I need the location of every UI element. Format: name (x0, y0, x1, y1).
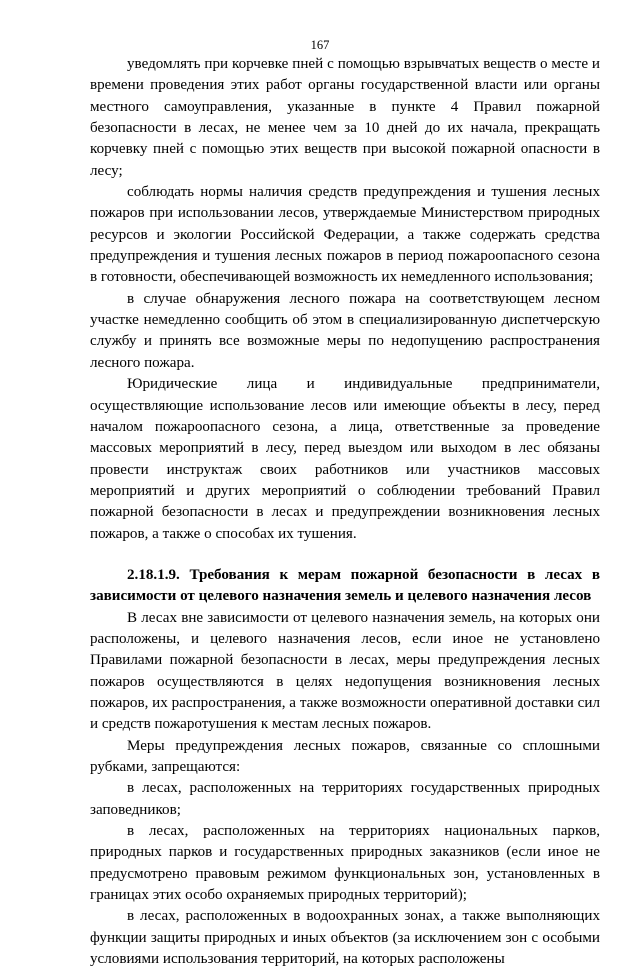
paragraph-briefing-duty: Юридические лица и индивидуальные предприниматели, осуществляющие использование лесов или имеющие объекты в лесу, перед началом пожароопасного сезона, а лица, ответственные за проведение массовых мероприятий в лесу, перед выездом или выходом в лес обязаны провести инструктаж своих работников или участников массовых мероприятий и других мероприятий о соблюдении требований Правил пожарной безопасности в лесах и предупреждении возникновения лесных пожаров, а также о способах их тушения. (90, 376, 600, 542)
document-body (90, 54, 600, 970)
paragraph-fire-detection: в случае обнаружения лесного пожара на соответствующем лесном участке немедленно сообщить об этом в специализированную диспетчерскую службу и принять все возможные меры по недопущению распространения лесного пожара. (90, 290, 600, 371)
list-item-national-parks: в лесах, расположенных на территориях национальных парков, природных парков и государственных природных заказников (если иное не предусмотрено правовым режимом функциональных зон, установленных в границах этих особо охраняемых природных территорий); (90, 823, 600, 904)
paragraph-prevention-measures: В лесах вне зависимости от целевого назначения земель, на которых они расположены, и целевого назначения лесов, если иное не установлено Правилами пожарной безопасности в лесах, меры предупреждения лесных пожаров осуществляются в целях недопущения возникновения лесных пожаров, их распространения, а также возможности оперативной доставки сил и средств пожаротушения к местам лесных пожаров. (90, 609, 600, 733)
paragraph-clear-cutting-ban: Меры предупреждения лесных пожаров, связанные со сплошными рубками, запрещаются: (90, 737, 600, 775)
list-item-reserves: в лесах, расположенных на территориях государственных природных заповедников; (90, 780, 600, 818)
paragraph-uprooting-explosives: уведомлять при корчевке пней с помощью взрывчатых веществ о месте и времени проведения этих работ органы государственной власти или органы местного самоуправления, указанные в пункте 4 Правил пожарной безопасности в лесах, не менее чем за 10 дней до их начала, прекращать корчевку пней с помощью этих веществ при высокой пожарной опасности в лесу; (90, 56, 600, 179)
section-heading: 2.18.1.9. Требования к мерам пожарной безопасности в лесах в зависимости от целевого назначения земель и целевого назначения лесов (90, 566, 600, 605)
list-item-water-protection: в лесах, расположенных в водоохранных зонах, а также выполняющих функции защиты природных и иных объектов (за исключением зон с особыми условиями использования территорий, на которых расположены (90, 908, 600, 968)
paragraph-equipment-norms: соблюдать нормы наличия средств предупреждения и тушения лесных пожаров при использовании лесов, утверждаемые Министерством природных ресурсов и экологии Российской Федерации, а также содержать средства предупреждения и тушения лесных пожаров в период пожароопасного сезона в готовности, обеспечивающей возможность их немедленного использования; (90, 184, 600, 286)
page-number: 167 (310, 38, 330, 52)
